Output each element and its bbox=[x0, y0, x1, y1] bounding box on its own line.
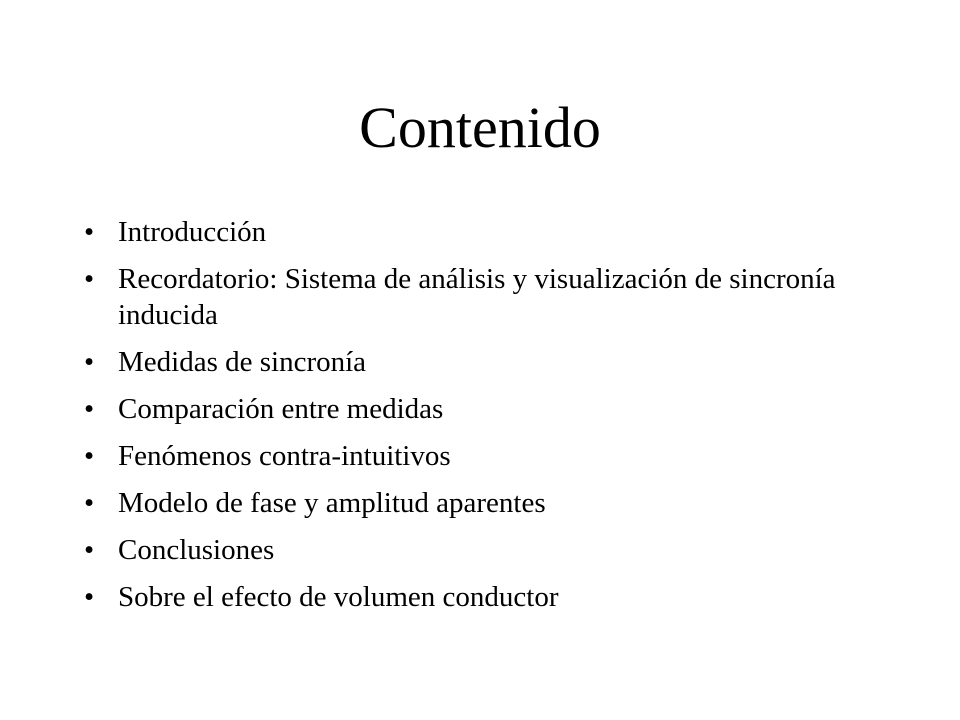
list-item bbox=[80, 485, 870, 521]
slide-title: Contenido bbox=[359, 95, 601, 160]
list-item bbox=[80, 532, 870, 568]
list-item-text: Comparación entre medidas bbox=[118, 393, 444, 425]
list-item bbox=[80, 214, 870, 250]
bullet-icon: • bbox=[84, 216, 95, 248]
bullet-icon: • bbox=[84, 263, 95, 295]
bullet-icon: • bbox=[84, 346, 95, 378]
bullet-icon: • bbox=[84, 534, 95, 566]
list-item-text: Medidas de sincronía bbox=[118, 346, 367, 378]
list-item bbox=[80, 579, 870, 615]
bullet-icon: • bbox=[84, 487, 95, 519]
list-item bbox=[80, 261, 870, 333]
list-item bbox=[80, 438, 870, 474]
list-item-text: Modelo de fase y amplitud aparentes bbox=[118, 487, 546, 519]
list-item bbox=[80, 391, 870, 427]
bullet-icon: • bbox=[84, 393, 95, 425]
bullet-icon: • bbox=[84, 581, 95, 613]
list-item-text: Sobre el efecto de volumen conductor bbox=[118, 581, 559, 613]
list-item-text: Recordatorio: Sistema de análisis y visualización de sincronía inducida bbox=[118, 263, 836, 331]
bullet-icon: • bbox=[84, 440, 95, 472]
bullet-list bbox=[80, 214, 870, 626]
list-item-text: Fenómenos contra-intuitivos bbox=[118, 440, 451, 472]
list-item bbox=[80, 344, 870, 380]
list-item-text: Introducción bbox=[118, 216, 267, 248]
list-item-text: Conclusiones bbox=[118, 534, 275, 566]
